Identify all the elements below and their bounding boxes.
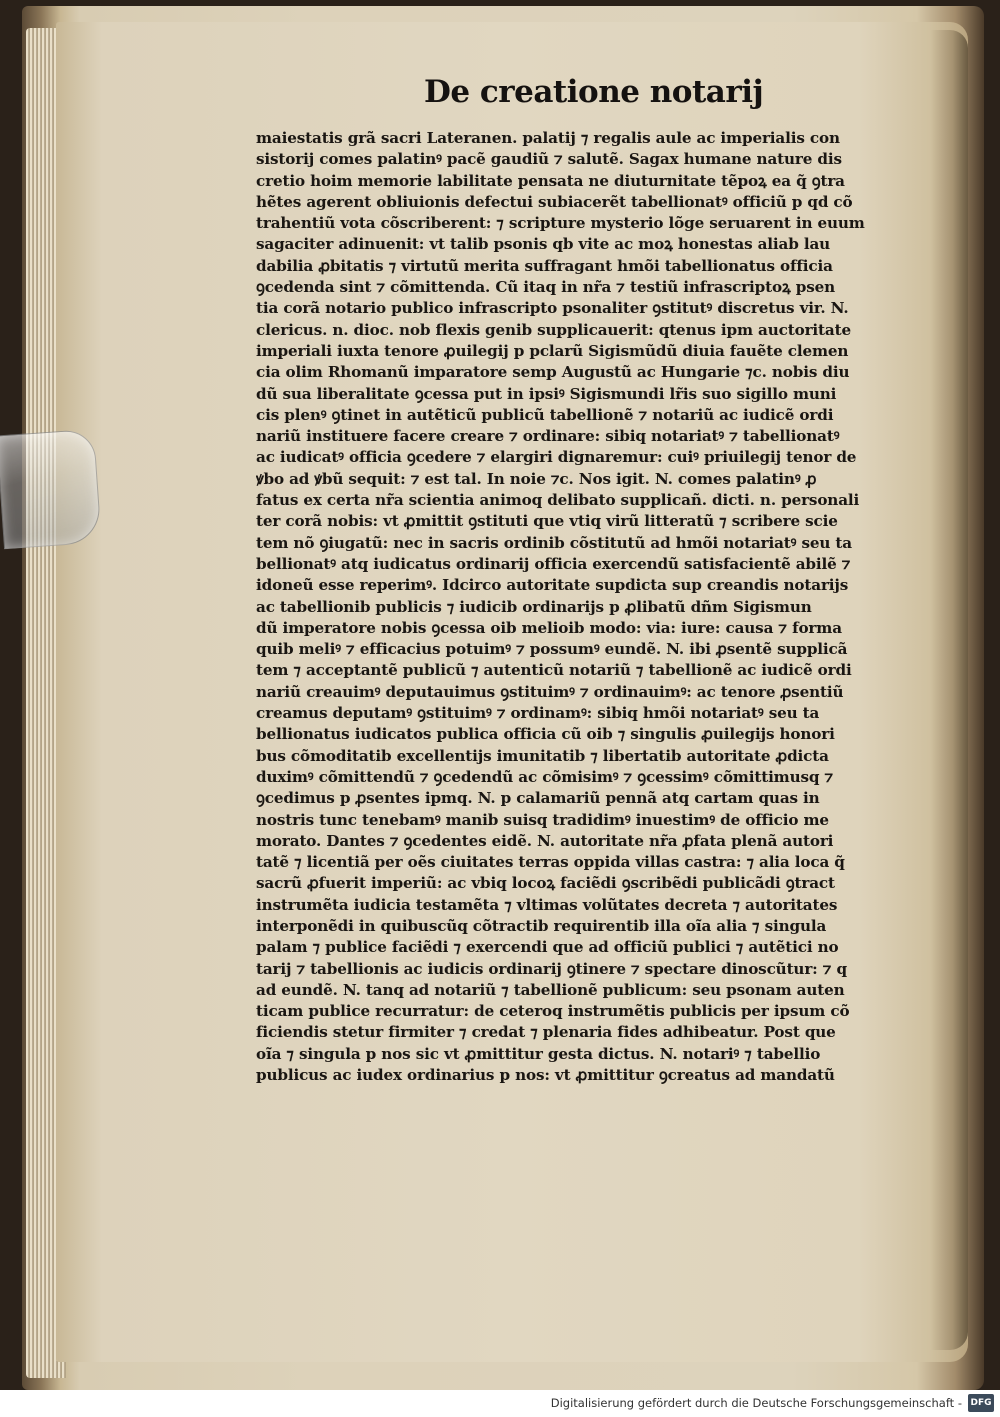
text-line: palam ⁊ publice faciẽdi ⁊ exercendi que ad officiũ publici ⁊ autẽtici no: [256, 938, 839, 957]
text-line: maiestatis grã sacri Lateranen. palatij ⁊ regalis aule ac imperialis con: [256, 129, 840, 147]
text-line: morato. Dantes ⁊ ꝯcedentes eidẽ. N. autoritate nr̃a ꝓfata plenã autori: [256, 831, 834, 850]
text-line: interponẽdi in quibuscũq cõtractib requirentib illa oĩa alia ⁊ singula: [256, 916, 827, 935]
text-line: publicus ac iudex ordinarius p nos: vt ꝓmittitur ꝯcreatus ad mandatũ: [256, 1066, 835, 1085]
text-line: ficiendis stetur firmiter ⁊ credat ⁊ plenaria fides adhibeatur. Post que: [256, 1023, 836, 1042]
text-line: quib meliꝰ ⁊ efficacius potuimꝰ ⁊ possumꝰ eundẽ. N. ibi ꝓsentẽ supplicã: [256, 640, 848, 659]
text-line: nariũ instituere facere creare ⁊ ordinare: sibiq notariatꝰ ⁊ tabellionatꝰ: [256, 427, 840, 446]
text-line: idoneũ esse reperimꝰ. Idcirco autoritate supdicta sup creandis notarijs: [256, 576, 849, 595]
text-line: bellionatꝰ atq iudicatus ordinarij officia exercendũ satisfacientẽ abilẽ ⁊: [256, 554, 851, 573]
text-line: trahentiũ vota cõscriberent: ⁊ scripture mysterio lõge seruarent in euum: [256, 214, 865, 233]
footer-bar: [0, 1390, 1000, 1417]
text-line: tatẽ ⁊ licentiã per oẽs ciuitates terras oppida villas castra: ⁊ alia loca q̃: [256, 853, 845, 872]
text-line: ad eundẽ. N. tanq ad notariũ ⁊ tabellionẽ publicum: seu psonam auten: [256, 980, 845, 999]
text-line: tia corã notario publico infrascripto psonaliter ꝯstitutꝰ discretus vir. N.: [256, 299, 849, 318]
text-line: fatus ex certa nr̃a scientia animoq delibato supplicañ. dicti. n. personali: [256, 491, 860, 510]
dfg-logo: DFG: [968, 1394, 994, 1412]
text-line: duximꝰ cõmittendũ ⁊ ꝯcedendũ ac cõmisimꝰ ⁊ ꝯcessimꝰ cõmittimusq ⁊: [256, 767, 834, 786]
page-clamp: [0, 429, 102, 550]
text-line: ꝯcedimus p ꝓsentes ipmq. N. p calamariũ pennã atq cartam quas in: [256, 789, 820, 808]
text-line: bellionatus iudicatos publica officia cũ oib ⁊ singulis ꝓuilegijs honori: [256, 725, 835, 744]
text-line: sistorij comes palatinꝰ pacẽ gaudiũ ⁊ salutẽ. Sagax humane nature dis: [256, 150, 842, 169]
text-line: hẽtes agerent obliuionis defectui subiacerẽt tabellionatꝰ officiũ p qd cõ: [256, 192, 853, 211]
text-line: nariũ creauimꝰ deputauimus ꝯstituimꝰ ⁊ ordinauimꝰ: ac tenore ꝓsentiũ: [256, 682, 844, 701]
text-line: sacrũ ꝓfuerit imperiũ: ac vbiq locoꝝ faciẽdi ꝯscribẽdi publicãdi ꝯtract: [256, 874, 835, 893]
text-line: cretio hoim memorie labilitate pensata ne diuturnitate tẽpoꝝ ea q̃ ꝯtra: [256, 171, 845, 190]
text-line: dũ imperatore nobis ꝯcessa oib melioib modo: via: iure: causa ⁊ forma: [256, 618, 842, 637]
text-line: dabilia ꝓbitatis ⁊ virtutũ merita suffragant hmõi tabellionatus officia: [256, 256, 833, 275]
page-gutter-shadow: [930, 30, 968, 1350]
text-line: ac iudicatꝰ officia ꝯcedere ⁊ elargiri dignaremur: cuiꝰ priuilegij tenor de: [256, 448, 857, 467]
text-line: ꝯcedenda sint ⁊ cõmittenda. Cũ itaq in nr̃a ⁊ testiũ infrascriptoꝝ psen: [256, 278, 836, 297]
text-line: dũ sua liberalitate ꝯcessa put in ipsiꝰ Sigismundi lr̃is suo sigillo muni: [256, 384, 837, 403]
text-line: ac tabellionib publicis ⁊ iudicib ordinarijs p ꝓlibatũ dñm Sigismun: [256, 597, 812, 616]
text-line: nostris tunc tenebamꝰ manib suisq tradidimꝰ inuestimꝰ de officio me: [256, 810, 829, 829]
text-line: sagaciter adinuenit: vt talib psonis qb vite ac moꝝ honestas aliab lau: [256, 235, 831, 254]
body-text: [256, 128, 876, 1086]
text-line: cis plenꝰ ꝯtinet in autẽticũ publicũ tabellionẽ ⁊ notariũ ac iudicẽ ordi: [256, 405, 834, 424]
text-line: creamus deputamꝰ ꝯstituimꝰ ⁊ ordinamꝰ: sibiq hmõi notariatꝰ seu ta: [256, 704, 820, 723]
text-line: tem nõ ꝯiugatũ: nec in sacris ordinib cõstitutũ ad hmõi notariatꝰ seu ta: [256, 533, 852, 552]
text-line: tem ⁊ acceptantẽ publicũ ⁊ autenticũ notariũ ⁊ tabellionẽ ac iudicẽ ordi: [256, 661, 852, 680]
text-line: bus cõmoditatib excellentijs imunitatib ⁊ libertatib autoritate ꝓdicta: [256, 746, 829, 765]
text-line: cia olim Rhomanũ imparatore semp Augustũ ac Hungarie ⁊c. nobis diu: [256, 363, 850, 382]
text-line: clericus. n. dioc. nob flexis genib supplicauerit: qtenus ipm auctoritate: [256, 320, 851, 339]
text-line: ꝟbo ad ꝟbũ sequit: ⁊ est tal. In noie ⁊c. Nos igit. N. comes palatinꝰ ꝓ: [256, 469, 817, 488]
text-line: instrumẽta iudicia testamẽta ⁊ vltimas volũtates decreta ⁊ autoritates: [256, 895, 838, 914]
page-heading: De creatione notarij: [424, 74, 764, 110]
text-line: ter corã nobis: vt ꝓmittit ꝯstituti que vtiq virũ litteratũ ⁊ scribere scie: [256, 512, 838, 531]
footer-credit: Digitalisierung gefördert durch die Deutsche Forschungsgemeinschaft -: [550, 1396, 962, 1410]
text-line: ticam publice recurratur: de ceteroq instrumẽtis publicis per ipsum cõ: [256, 1002, 850, 1021]
text-line: imperiali iuxta tenore ꝓuilegij p pclarũ Sigismũdũ diuia fauẽte clemen: [256, 341, 849, 360]
text-line: oĩa ⁊ singula p nos sic vt ꝓmittitur gesta dictus. N. notariꝰ ⁊ tabellio: [256, 1044, 821, 1063]
text-line: tarij ⁊ tabellionis ac iudicis ordinarij ꝯtinere ⁊ spectare dinoscũtur: ⁊ q: [256, 959, 847, 978]
